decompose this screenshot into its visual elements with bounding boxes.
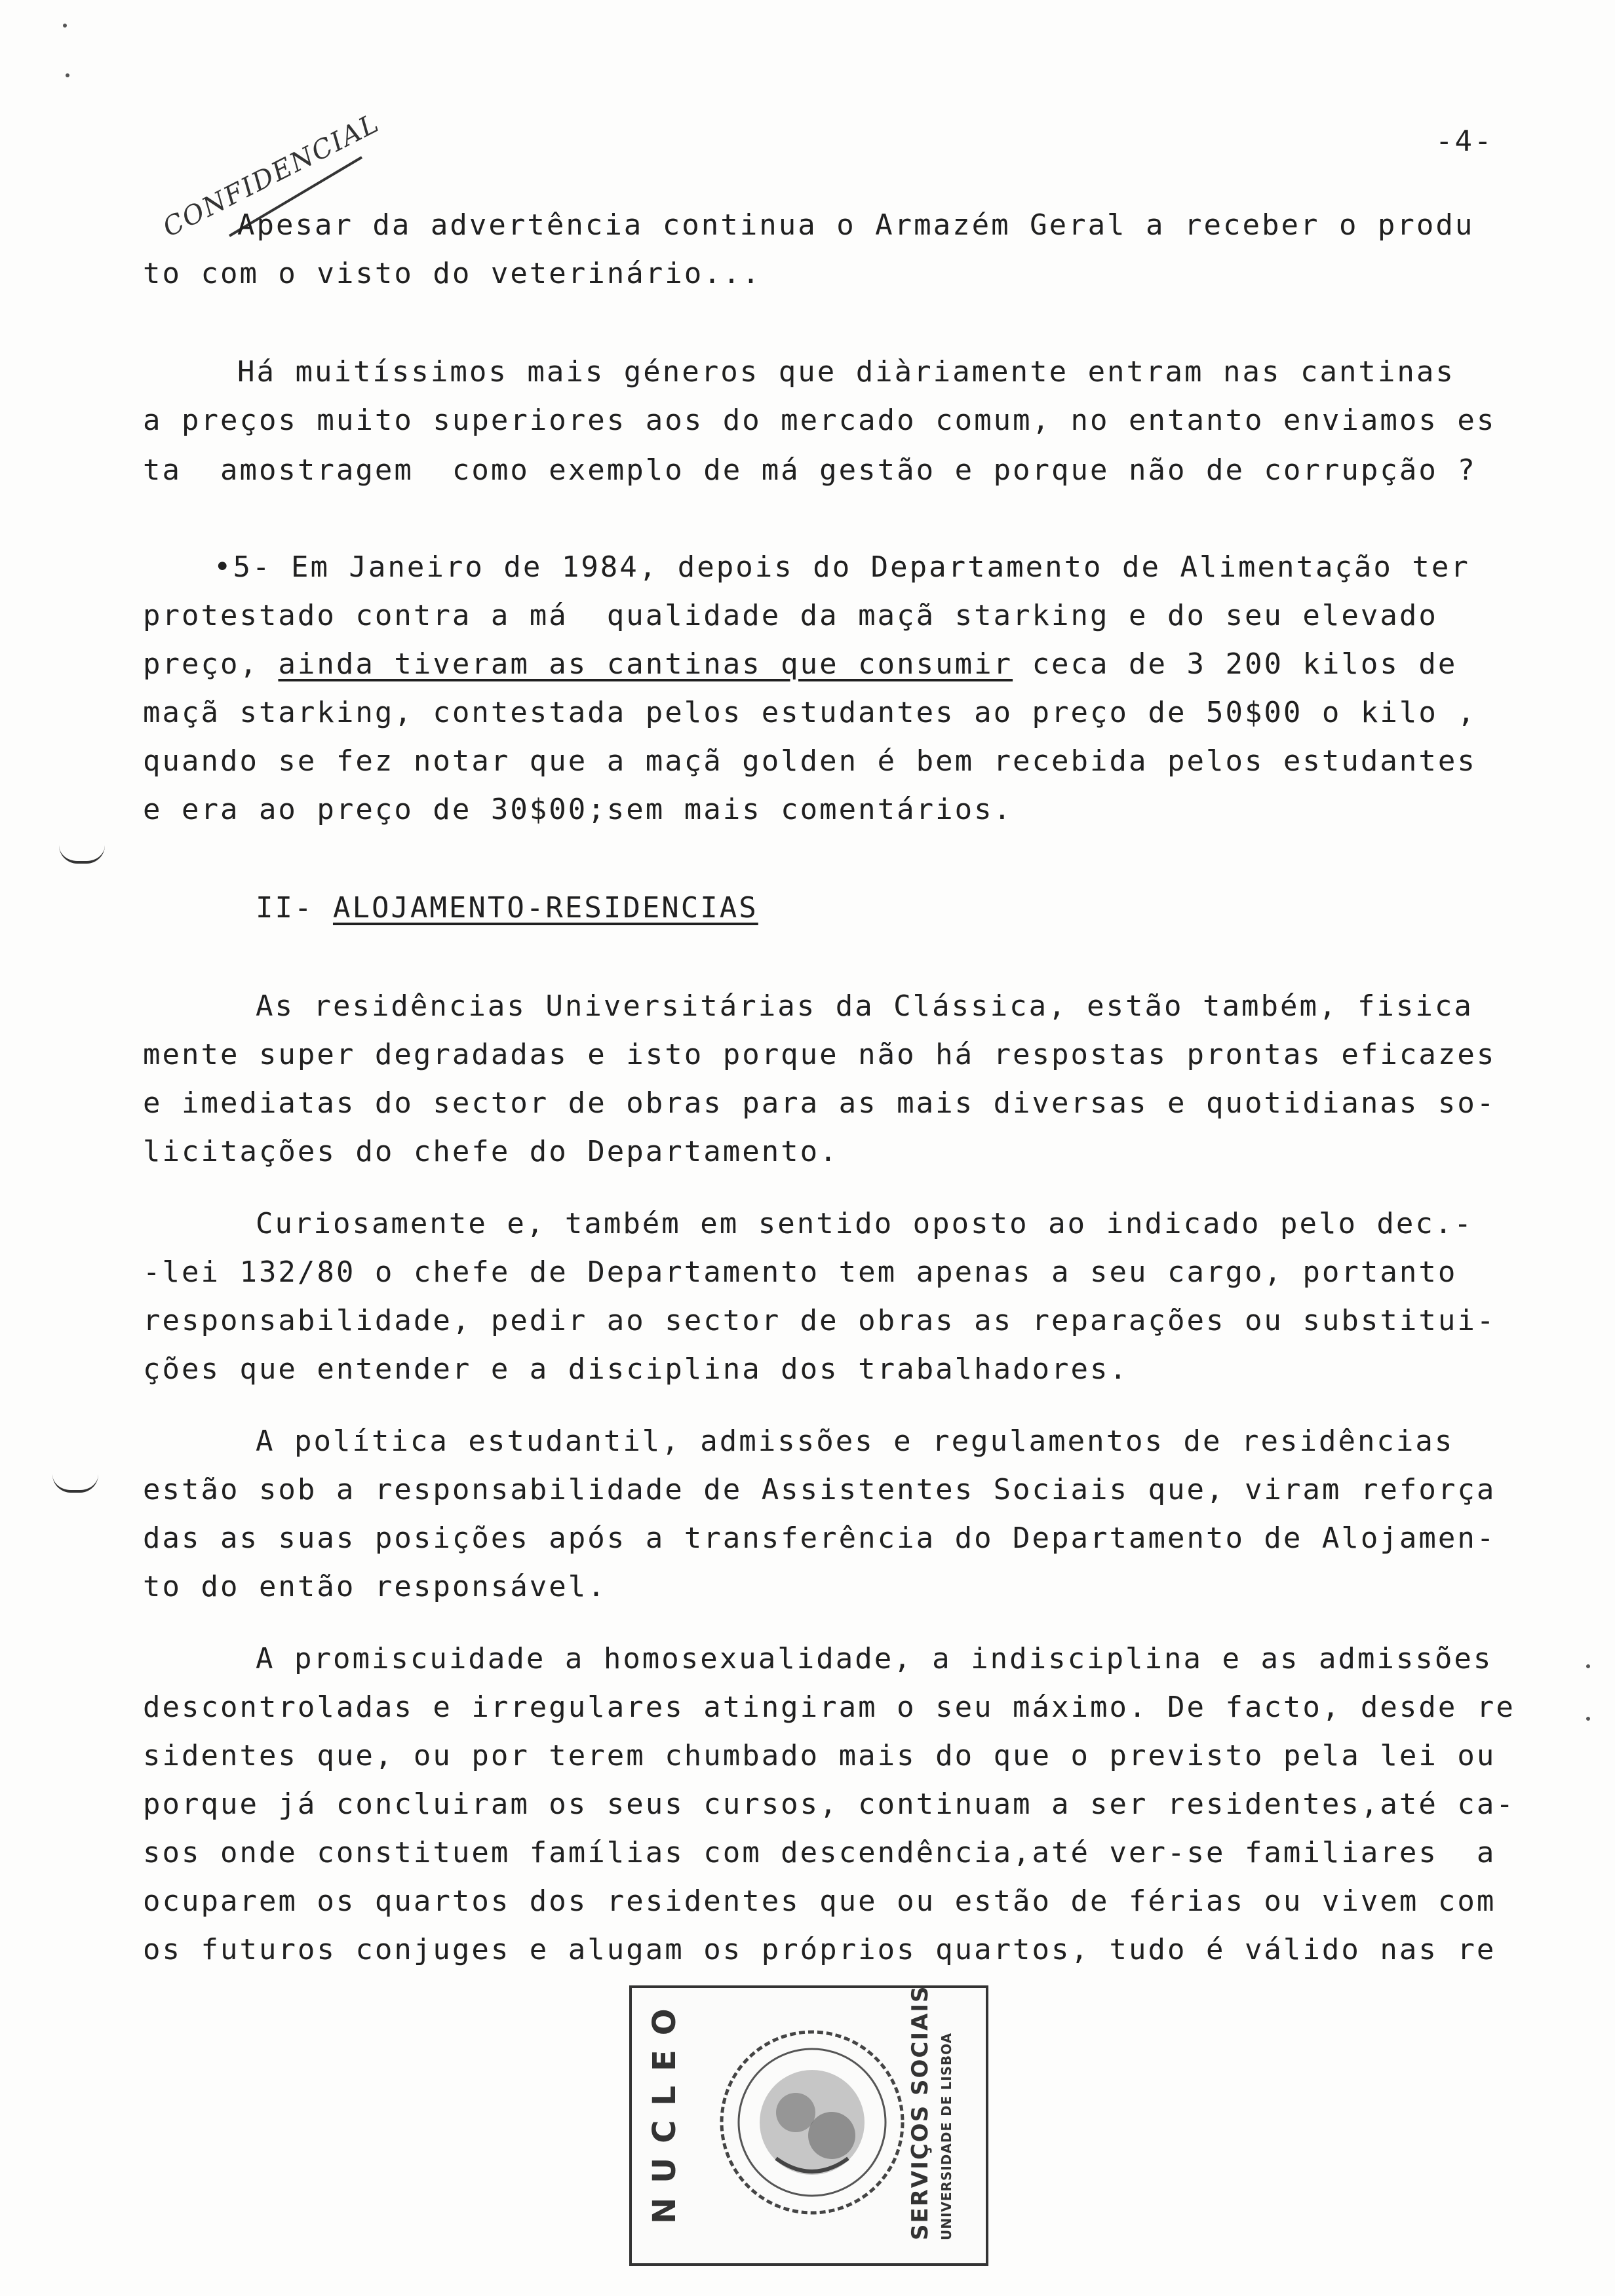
underlined-phrase: ainda tiveram as cantinas que consumir	[278, 647, 1013, 681]
text-line: ocuparem os quartos dos residentes que ou estão de férias ou vivem com	[143, 1885, 1496, 1918]
stamp-seal	[717, 2027, 907, 2217]
text-line: maçã starking, contestada pelos estudantes ao preço de 50$00 o kilo ,	[143, 696, 1477, 729]
text-line: A promiscuidade a homosexualidade, a indisciplina e as admissões	[256, 1642, 1493, 1675]
text-line: -lei 132/80 o chefe de Departamento tem apenas a seu cargo, portanto	[143, 1255, 1458, 1289]
text-line: Curiosamente e, também em sentido oposto ao indicado pelo dec.-	[256, 1207, 1473, 1240]
section-heading-number: II-	[256, 891, 333, 925]
text-line: As residências Universitárias da Clássica, estão também, fisica	[256, 989, 1473, 1023]
text-line: ta amostragem como exemplo de má gestão e porque não de corrupção ?	[143, 453, 1477, 487]
stamp-left-text: NUCLEO	[646, 1994, 683, 2224]
text-line: Apesar da advertência continua o Armazém Geral a receber o produ	[237, 208, 1475, 242]
text-line: A política estudantil, admissões e regulamentos de residências	[256, 1425, 1454, 1458]
margin-mark	[59, 845, 105, 864]
institutional-stamp	[629, 1985, 988, 2266]
margin-mark	[52, 1474, 98, 1493]
text-line: a preços muito superiores aos do mercado comum, no entanto enviamos es	[143, 404, 1496, 437]
text-line: to com o visto do veterinário...	[143, 257, 762, 290]
text-line: das as suas posições após a transferência do Departamento de Alojamen-	[143, 1521, 1496, 1555]
handwritten-note-text: CONFIDENCIAL	[158, 107, 385, 243]
text-line: sos onde constituem famílias com descendência,até ver-se familiares a	[143, 1836, 1496, 1869]
scan-speck	[1586, 1664, 1590, 1668]
text-line: •5- Em Janeiro de 1984, depois do Departamento de Alimentação ter	[214, 550, 1470, 584]
text-line: ções que entender e a disciplina dos trabalhadores.	[143, 1352, 1129, 1386]
text-line	[143, 647, 1457, 681]
text-line: to do então responsável.	[143, 1570, 607, 1603]
text-line-start: preço,	[143, 647, 279, 681]
section-heading	[256, 891, 758, 925]
text-line: os futuros conjuges e alugam os próprios quartos, tudo é válido nas re	[143, 1933, 1496, 1966]
text-line: Há muitíssimos mais géneros que diàriamente entram nas cantinas	[237, 355, 1455, 389]
scan-speck	[66, 73, 69, 77]
page-number: -4-	[1435, 124, 1494, 158]
text-line-end: ceca de 3 200 kilos de	[1013, 647, 1458, 681]
text-line: mente super degradadas e isto porque não há respostas prontas eficazes	[143, 1038, 1496, 1071]
text-line: quando se fez notar que a maçã golden é bem recebida pelos estudantes	[143, 744, 1477, 778]
text-line: protestado contra a má qualidade da maçã starking e do seu elevado	[143, 599, 1438, 632]
section-heading-title: ALOJAMENTO-RESIDENCIAS	[332, 891, 758, 925]
text-line: responsabilidade, pedir ao sector de obras as reparações ou substitui-	[143, 1304, 1496, 1337]
text-line: e imediatas do sector de obras para as mais diversas e quotidianas so-	[143, 1086, 1496, 1120]
text-line: sidentes que, ou por terem chumbado mais do que o previsto pela lei ou	[143, 1739, 1496, 1772]
text-line: estão sob a responsabilidade de Assistentes Sociais que, viram reforça	[143, 1473, 1496, 1506]
stamp-right-text-line-1: SERVIÇOS SOCIAIS	[907, 1985, 933, 2240]
scan-speck	[63, 24, 67, 28]
text-line: porque já concluiram os seus cursos, continuam a ser residentes,até ca-	[143, 1788, 1515, 1821]
scan-speck	[1586, 1717, 1590, 1721]
text-line: descontroladas e irregulares atingiram o seu máximo. De facto, desde re	[143, 1691, 1515, 1724]
stamp-right-text-line-2: UNIVERSIDADE DE LISBOA	[939, 2032, 954, 2240]
text-line: licitações do chefe do Departamento.	[143, 1135, 839, 1168]
text-line: e era ao preço de 30$00;sem mais comentários.	[143, 793, 1013, 826]
